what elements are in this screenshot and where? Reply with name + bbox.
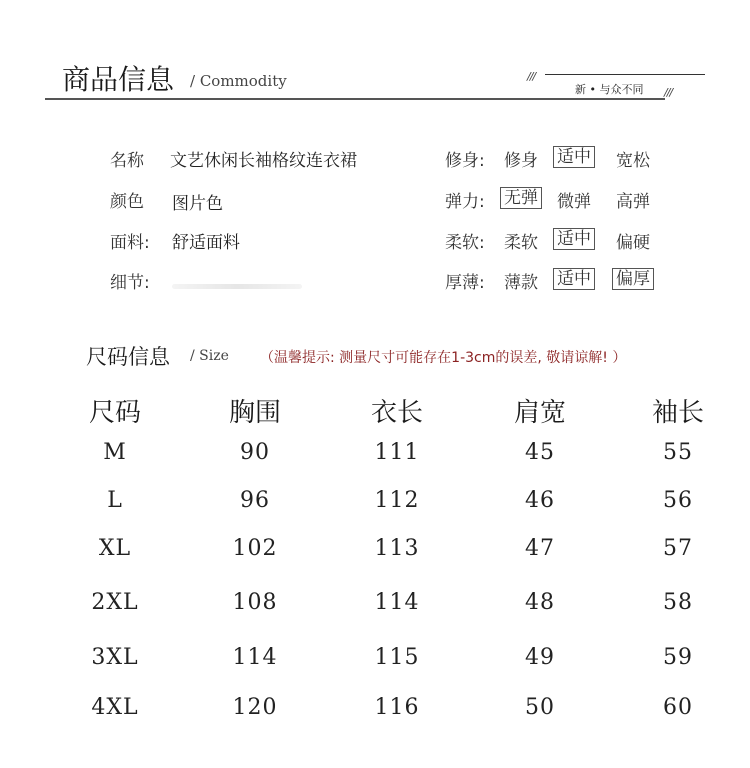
size-table-cell: 49 <box>525 645 555 670</box>
size-table-cell: 58 <box>663 590 693 615</box>
size-table-cell: 116 <box>374 695 420 720</box>
size-table-cell: 115 <box>374 645 420 670</box>
attribute-label: 弹力: <box>445 192 485 212</box>
size-table-size-cell: M <box>103 440 127 465</box>
size-table-size-cell: 3XL <box>91 645 139 670</box>
attribute-option-selected: 适中 <box>553 228 595 250</box>
size-table-size-cell: 4XL <box>91 695 139 720</box>
size-table-cell: 114 <box>374 590 420 615</box>
attribute-label: 修身: <box>445 151 485 171</box>
size-table-cell: 114 <box>232 645 278 670</box>
size-table-cell: 112 <box>374 488 420 513</box>
size-table-cell: 48 <box>525 590 555 615</box>
size-table-cell: 60 <box>663 695 693 720</box>
attribute-option: 修身 <box>504 151 538 171</box>
size-table-cell: 102 <box>232 536 278 561</box>
size-section-subtitle: / Size <box>190 348 229 364</box>
size-table-cell: 55 <box>663 440 693 465</box>
detail-label: 细节: <box>110 273 150 293</box>
color-value: 图片色 <box>172 194 223 214</box>
color-label: 颜色 <box>110 192 144 212</box>
tagline-divider <box>545 74 705 75</box>
size-table-cell: 57 <box>663 536 693 561</box>
name-label: 名称 <box>110 151 144 171</box>
size-table-cell: 50 <box>525 695 555 720</box>
attribute-option-selected: 适中 <box>553 146 595 168</box>
fabric-label: 面料: <box>110 233 150 253</box>
size-table-size-cell: 2XL <box>91 590 139 615</box>
page-subtitle: / Commodity <box>190 72 287 90</box>
size-table-header: 肩宽 <box>513 398 566 428</box>
tagline-slash-right: /// <box>664 86 673 99</box>
size-table-cell: 56 <box>663 488 693 513</box>
attribute-option: 宽松 <box>616 151 650 171</box>
size-table-cell: 45 <box>525 440 555 465</box>
header-divider <box>45 98 665 100</box>
size-section-title: 尺码信息 <box>86 345 170 369</box>
size-note: （温馨提示: 测量尺寸可能存在1-3cm的误差, 敬请谅解! ） <box>260 350 627 366</box>
size-table-cell: 96 <box>240 488 270 513</box>
size-table-cell: 111 <box>374 440 420 465</box>
attribute-option: 高弹 <box>616 192 650 212</box>
attribute-option: 偏硬 <box>616 233 650 253</box>
size-table-header: 衣长 <box>370 398 423 428</box>
size-table-cell: 108 <box>232 590 278 615</box>
attribute-label: 柔软: <box>445 233 485 253</box>
size-table-cell: 90 <box>240 440 270 465</box>
page-title: 商品信息 <box>62 63 175 96</box>
size-table-size-cell: XL <box>98 536 132 561</box>
size-table-cell: 59 <box>663 645 693 670</box>
tagline: 新 • 与众不同 <box>575 83 644 96</box>
size-table-cell: 46 <box>525 488 555 513</box>
detail-blurred-value <box>172 284 302 289</box>
attribute-option-selected: 适中 <box>553 268 595 290</box>
tagline-slash-left: /// <box>527 70 536 83</box>
size-table-cell: 47 <box>525 536 555 561</box>
size-table-header: 尺码 <box>88 398 141 428</box>
size-table-size-cell: L <box>107 488 123 513</box>
attribute-option: 柔软 <box>504 233 538 253</box>
size-table-header: 袖长 <box>651 398 704 428</box>
attribute-option-selected: 偏厚 <box>612 268 654 290</box>
size-table-header: 胸围 <box>228 398 281 428</box>
attribute-option: 薄款 <box>504 273 538 293</box>
name-value: 文艺休闲长袖格纹连衣裙 <box>170 151 357 171</box>
attribute-label: 厚薄: <box>445 273 485 293</box>
attribute-option: 微弹 <box>557 192 591 212</box>
size-table-cell: 113 <box>374 536 420 561</box>
size-table-cell: 120 <box>232 695 278 720</box>
attribute-option-selected: 无弹 <box>500 187 542 209</box>
fabric-value: 舒适面料 <box>172 233 240 253</box>
